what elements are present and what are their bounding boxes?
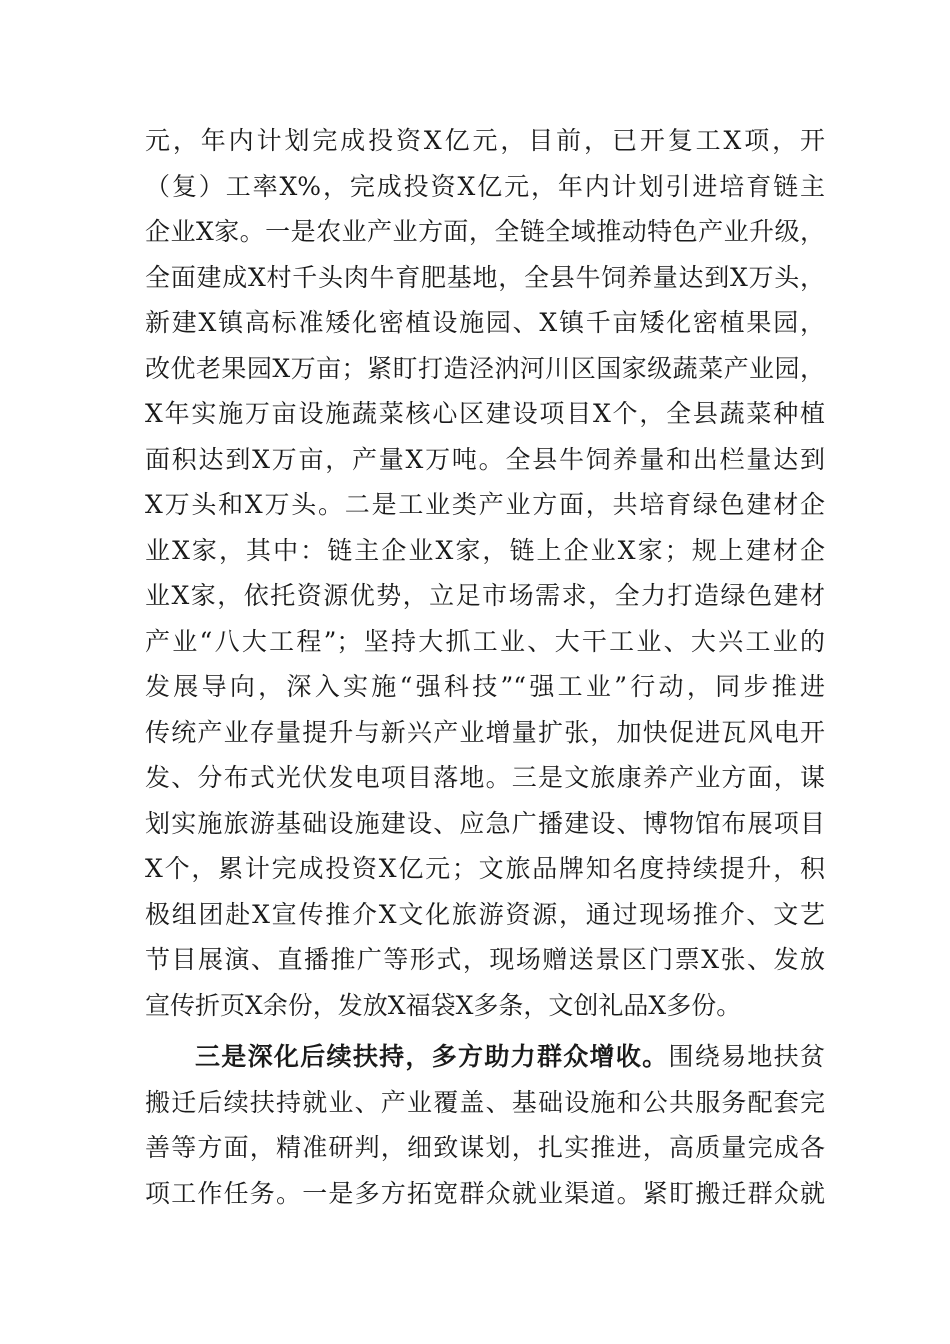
text-line: 发展导向，深入实施“强科技”“强工业”行动，同步推进	[145, 672, 825, 701]
text-line: X年实施万亩设施蔬菜核心区建设项目X个，全县蔬菜种植	[145, 399, 825, 428]
text-line: 企业X家。一是农业产业方面，全链全域推动特色产业升级，	[145, 217, 825, 246]
text-line: 业X家，依托资源优势，立足市场需求，全力打造绿色建材	[145, 581, 825, 610]
text-line: 划实施旅游基础设施建设、应急广播建设、博物馆布展项目	[145, 808, 825, 838]
text-line	[145, 1034, 825, 1080]
text-line: 善等方面，精准研判，细致谋划，扎实推进，高质量完成各	[145, 1133, 825, 1162]
text-line: 产业“八大工程”；坚持大抓工业、大干工业、大兴工业的	[145, 626, 825, 656]
text-line: 改优老果园X万亩；紧盯打造泾汭河川区国家级蔬菜产业园，	[145, 353, 825, 383]
text-line: 全面建成X村千头肉牛育肥基地，全县牛饲养量达到X万头，	[145, 262, 825, 292]
text-line: 传统产业存量提升与新兴产业增量扩张，加快促进瓦风电开	[145, 717, 825, 747]
text-line: 极组团赴X宣传推介X文化旅游资源，通过现场推介、文艺	[145, 899, 825, 929]
text-line: 宣传折页X余份，发放X福袋X多条，文创礼品X多份。	[145, 990, 742, 1020]
paragraph-follow-up-support	[145, 1034, 825, 1216]
text-line: 面积达到X万亩，产量X万吨。全县牛饲养量和出栏量达到	[145, 444, 825, 474]
text-line: 业X家，其中：链主企业X家，链上企业X家；规上建材企	[145, 535, 825, 565]
text-line: 搬迁后续扶持就业、产业覆盖、基础设施和公共服务配套完	[145, 1087, 825, 1117]
heading-continuation: 围绕易地扶贫	[668, 1042, 825, 1071]
text-line: 节目展演、直播推广等形式，现场赠送景区门票X张、发放	[145, 945, 825, 974]
text-line: X万头和X万头。二是工业类产业方面，共培育绿色建材企	[145, 490, 825, 519]
text-line: （复）工率X%，完成投资X亿元，年内计划引进培育链主	[145, 171, 825, 201]
paragraph-industry	[145, 118, 825, 1028]
text-line: 元，年内计划完成投资X亿元，目前，已开复工X项，开	[145, 126, 825, 155]
text-line: X个，累计完成投资X亿元；文旅品牌知名度持续提升，积	[145, 854, 825, 883]
section-heading: 三是深化后续扶持，多方助力群众增收。	[195, 1042, 669, 1071]
text-line: 新建X镇高标准矮化密植设施园、X镇千亩矮化密植果园，	[145, 308, 825, 337]
text-line: 项工作任务。一是多方拓宽群众就业渠道。紧盯搬迁群众就	[145, 1178, 825, 1208]
document-page	[145, 118, 825, 1216]
text-line: 发、分布式光伏发电项目落地。三是文旅康养产业方面，谋	[145, 763, 825, 792]
